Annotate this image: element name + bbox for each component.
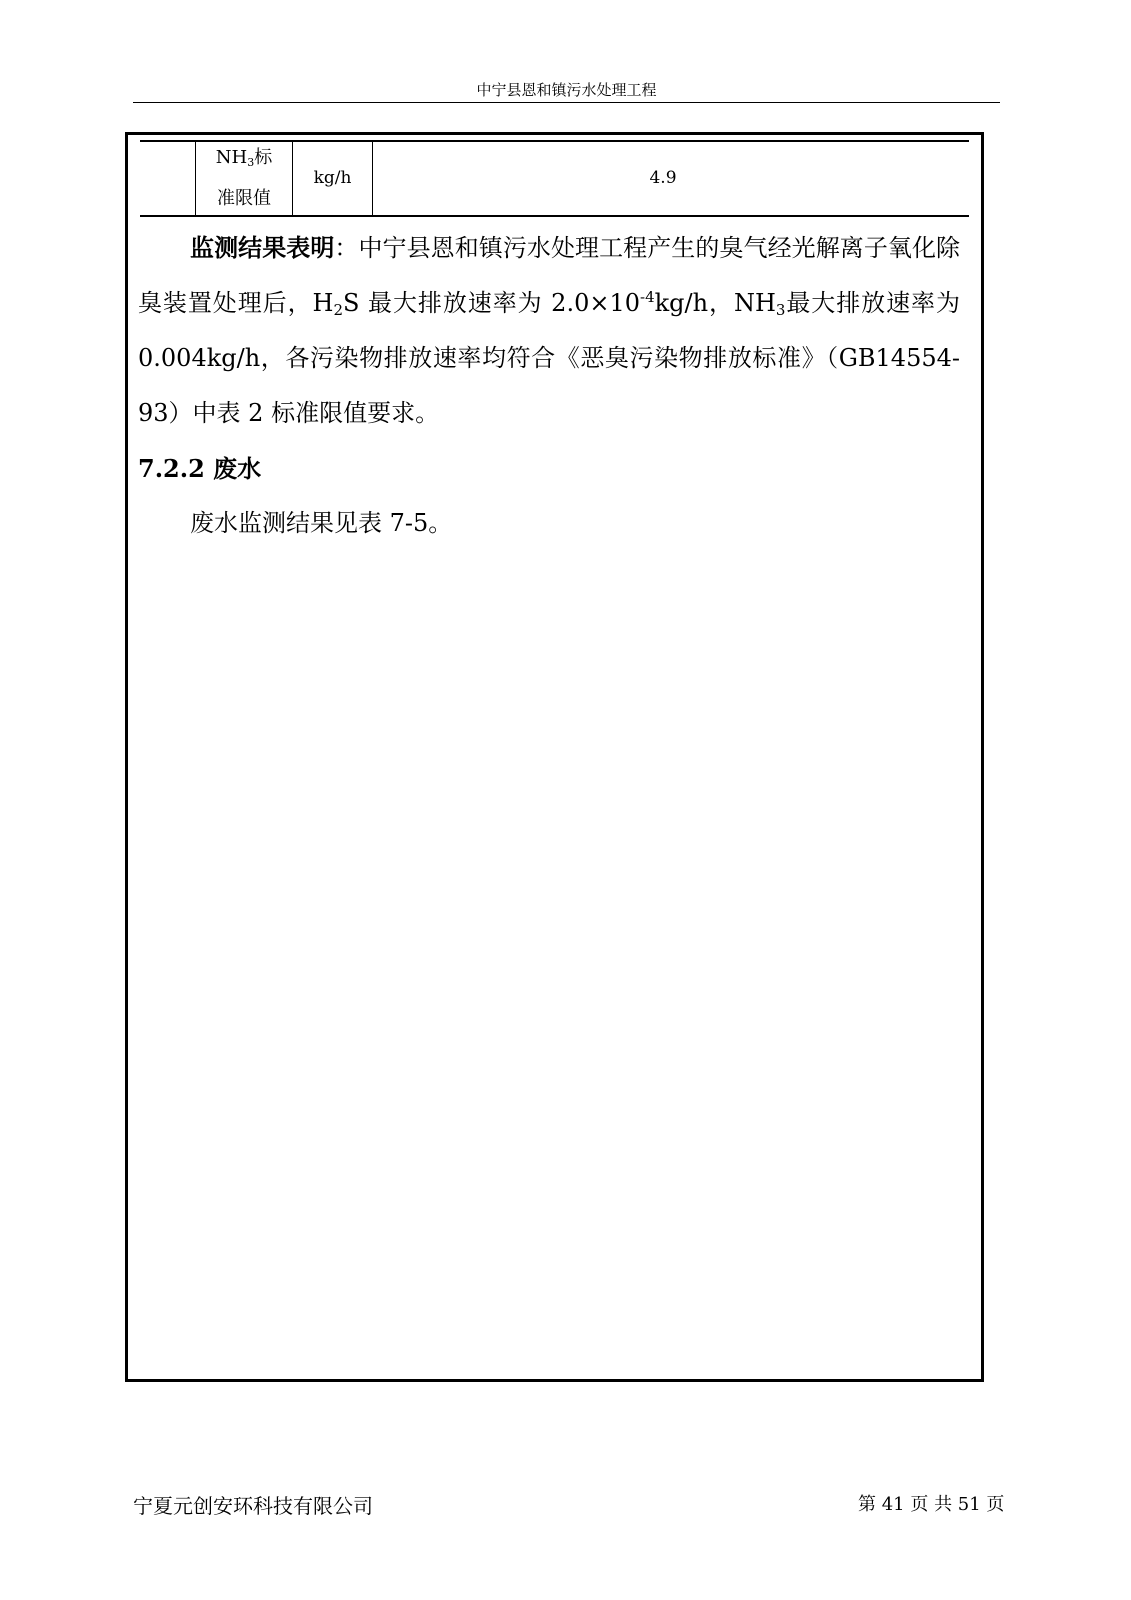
- table-cell-value: 4.9: [649, 168, 677, 188]
- section-heading: 7.2.2 废水: [138, 454, 262, 483]
- table-bottom-rule: [140, 215, 969, 217]
- conclusion-paragraph: 监测结果表明：中宁县恩和镇污水处理工程产生的臭气经光解离子氧化除臭装置处理后，$H_2S$ 最大排放速率为 $2.0\times 10^{-4}kg/h$，$NH_3$最大排放速率为 0.004kg/h，各污染物排放速率均符合《恶臭污染物排放标准》（GB14554-93）中表 2 标准限值要求。: [138, 233, 961, 427]
- footer-page-number: 第 41 页 共 51 页: [858, 1494, 1005, 1515]
- footer-company: 宁夏元创安环科技有限公司: [133, 1494, 373, 1518]
- table-cell-unit: kg/h: [313, 168, 352, 188]
- content-frame: [125, 132, 984, 1382]
- item-name-line1: $NH_3$标: [215, 146, 273, 169]
- page-header: [133, 78, 1000, 103]
- body-text: [138, 220, 960, 551]
- conclusion-lead: 监测结果表明: [190, 233, 335, 262]
- table-cell-item: [196, 141, 292, 215]
- section-intro: 废水监测结果见表 7-5。: [190, 509, 453, 537]
- item-name-line2: 准限值: [217, 187, 271, 209]
- document-title: 中宁县恩和镇污水处理工程: [476, 81, 657, 99]
